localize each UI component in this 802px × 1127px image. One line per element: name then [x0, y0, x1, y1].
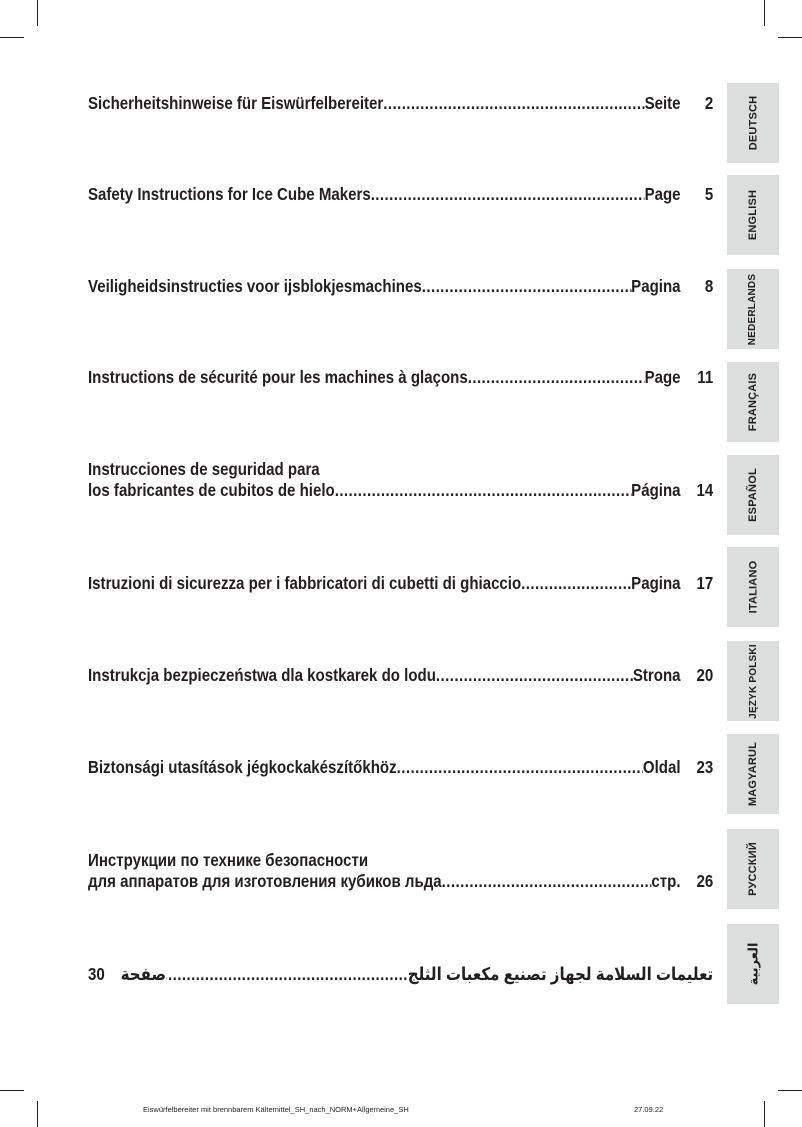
language-tab-label: РУССКИЙ [747, 842, 760, 896]
language-tab-label: FRANÇAIS [747, 372, 759, 432]
toc-title-line1: Instrucciones de seguridad para [88, 459, 320, 479]
toc-page-word: صفحة [120, 964, 167, 984]
language-tab-nederlands[interactable] [727, 269, 779, 349]
language-tab-francais[interactable] [727, 362, 779, 442]
toc-entry-polski[interactable] [88, 665, 714, 686]
toc-entry-arabic[interactable] [88, 964, 714, 985]
toc-title: Instrukcja bezpieczeństwa dla kostkarek do lodu [88, 665, 436, 685]
toc-page-number: 20 [696, 665, 714, 685]
toc-page-number: 23 [696, 757, 714, 777]
toc-page-number: 2 [704, 93, 714, 113]
language-tab-label: العربية [745, 942, 760, 986]
toc-entry-magyarul[interactable] [88, 757, 714, 778]
toc-entry-espanol[interactable] [88, 459, 714, 501]
dot-leader [468, 367, 645, 388]
dot-leader [521, 573, 631, 594]
toc-page-word: Page [644, 184, 681, 204]
toc-page-number: 17 [696, 573, 714, 593]
toc-entry-nederlands[interactable] [88, 276, 714, 297]
toc-page-number: 30 [88, 964, 105, 984]
dot-leader [442, 871, 652, 892]
dot-leader [422, 276, 631, 297]
language-tab-polski[interactable] [727, 641, 779, 721]
toc-page-number: 14 [696, 480, 714, 500]
toc-title: Istruzioni di sicurezza per i fabbricatori di cubetti di ghiaccio [88, 573, 522, 593]
dot-leader [166, 964, 408, 985]
dot-leader [383, 93, 644, 114]
dot-leader [371, 184, 645, 205]
language-tab-espanol[interactable] [727, 455, 779, 535]
language-tab-label: ESPAÑOL [747, 468, 760, 522]
toc-title-line1: Инструкции по технике безопасности [88, 850, 369, 870]
language-tab-label: ITALIANO [747, 560, 760, 614]
language-tab-label: DEUTSCH [747, 95, 760, 151]
toc-page-word: Pagina [631, 276, 681, 296]
toc-entry-francais[interactable] [88, 367, 714, 388]
dot-leader [335, 480, 631, 501]
toc-page-number: 8 [704, 276, 714, 296]
toc-page-number: 11 [697, 367, 714, 387]
language-tab-magyarul[interactable] [727, 734, 779, 814]
toc-entry-deutsch[interactable] [88, 93, 714, 114]
toc-entry-english[interactable] [88, 184, 714, 205]
toc-page-word: Seite [644, 93, 681, 113]
dot-leader [397, 757, 643, 778]
toc-page-word: Oldal [642, 757, 681, 777]
language-tab-deutsch[interactable] [727, 83, 779, 163]
toc-title: Instructions de sécurité pour les machines à glaçons [88, 367, 468, 387]
toc-page-word: Página [631, 480, 681, 500]
toc-page-word: Strona [632, 665, 681, 685]
toc-page-number: 5 [704, 184, 714, 204]
toc-title: Sicherheitshinweise für Eiswürfelbereiter [88, 93, 384, 113]
language-tab-english[interactable] [727, 175, 779, 255]
toc-title: Veiligheidsinstructies voor ijsblokjesmachines [88, 276, 422, 296]
language-tab-label: NEDERLANDS [747, 273, 759, 345]
toc-title: для аппаратов для изготовления кубиков льда [88, 871, 442, 891]
toc-page-word: стр. [651, 871, 681, 891]
toc-page-number: 26 [696, 871, 714, 891]
dot-leader [436, 665, 633, 686]
toc-title: Safety Instructions for Ice Cube Makers [88, 184, 371, 204]
toc-entry-italiano[interactable] [88, 573, 714, 594]
toc-title: تعليمات السلامة لجهاز تصنيع مكعبات الثلج [407, 964, 714, 984]
language-tab-label: MAGYARUL [747, 741, 759, 807]
toc-title: los fabricantes de cubitos de hielo [88, 480, 335, 500]
footer-date: 27.09.22 [634, 1105, 664, 1114]
toc-entry-russkiy[interactable] [88, 850, 714, 892]
footer-filename: Eiswürfelbereiter mit brennbarem Kältemittel_SH_nach_NORM+Allgemeine_SH [143, 1105, 409, 1114]
language-tab-italiano[interactable] [727, 547, 779, 627]
language-tab-label: JĘZYK POLSKI [747, 643, 759, 719]
toc-title: Biztonsági utasítások jégkockakészítőkhöz [88, 757, 397, 777]
language-tab-arabic[interactable] [727, 924, 779, 1004]
toc-page-word: Page [644, 367, 681, 387]
toc-page-word: Pagina [631, 573, 681, 593]
language-tab-label: ENGLISH [746, 189, 759, 241]
language-tab-russkiy[interactable] [727, 829, 779, 909]
